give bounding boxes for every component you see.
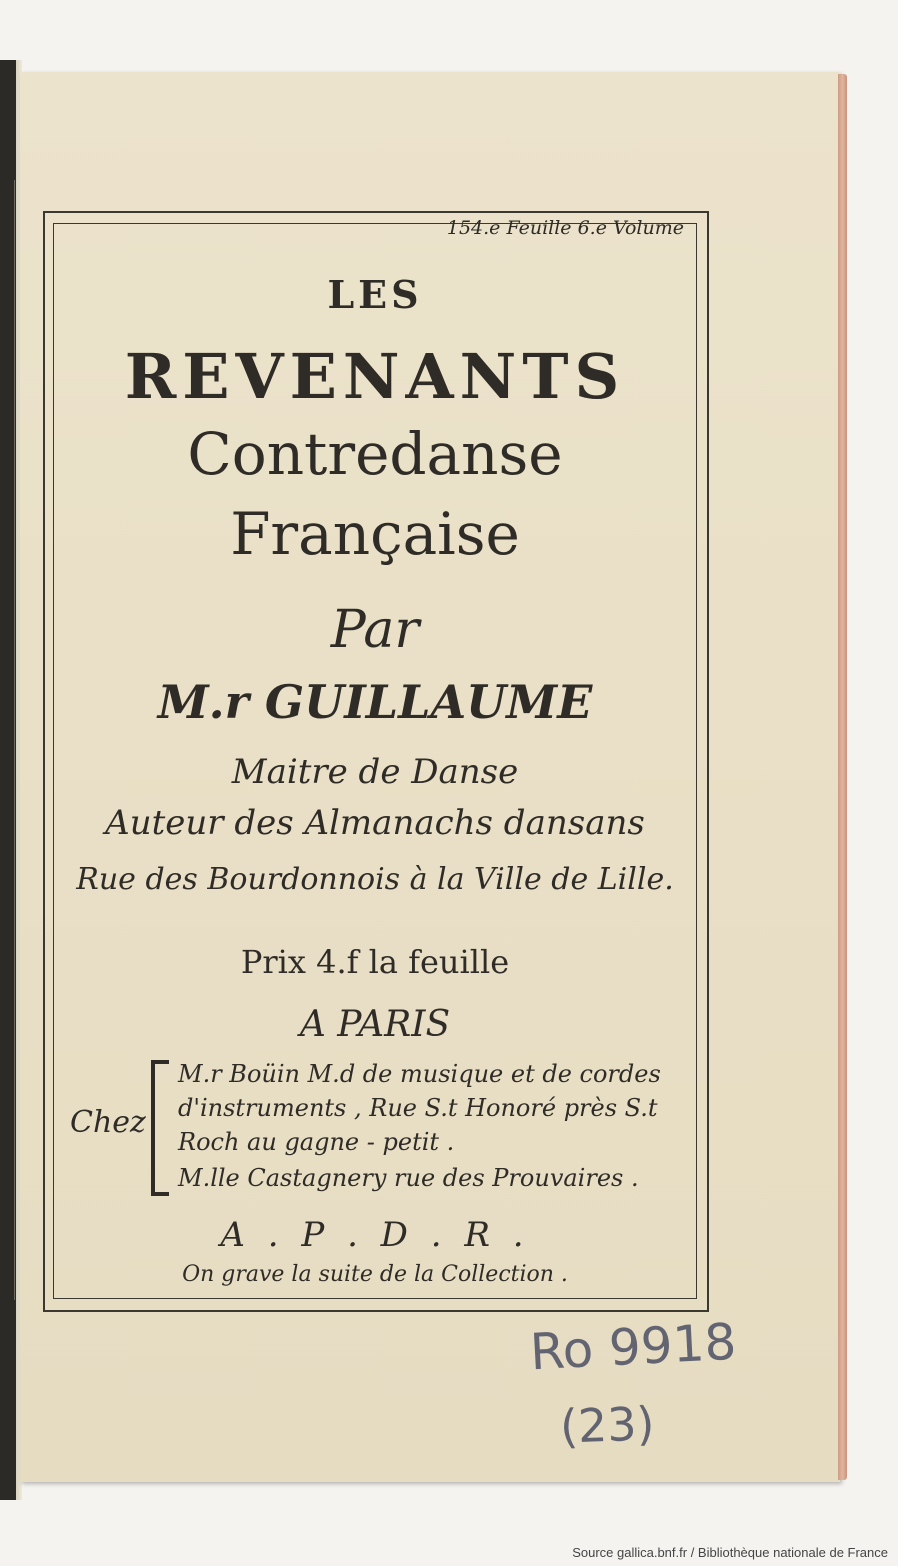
page-edge-stack [838,74,847,1480]
seller-line: M.lle Castagnery rue des Prouvaires . [178,1164,639,1192]
title-line-francaise: Française [230,500,520,568]
title-line-contredanse: Contredanse [187,420,563,488]
price: Prix 4.f la feuille [240,943,510,981]
seller-line: Roch au gagne - petit . [178,1128,455,1156]
title-line-revenants: REVENANTS [124,340,626,413]
author-address: Rue des Bourdonnois à la Ville de Lille. [76,862,674,897]
previous-page-edge [0,180,15,1300]
author-credit: Auteur des Almanachs dansans [105,803,645,843]
privilege: A . P . D . R . [220,1215,530,1255]
seller-bracket [151,1060,169,1196]
author-role: Maitre de Danse [231,752,519,792]
sheet-reference: 154.e Feuille 6.e Volume [446,217,684,239]
volume-stamp: (23) [559,1396,656,1454]
title-line-par: Par [330,600,420,660]
source-credit[interactable]: Source gallica.bnf.fr / Bibliothèque nationale de France [572,1545,888,1560]
chez-label: Chez [70,1105,146,1140]
collection-note: On grave la suite de la Collection . [182,1262,568,1287]
seller-line: M.r Boüin M.d de musique et de cordes [178,1060,661,1088]
city: A PARIS [299,1004,451,1045]
title-line-les: LES [327,272,423,317]
seller-line: d'instruments , Rue S.t Honoré près S.t [178,1094,658,1122]
shelfmark-stamp: Ro 9918 [528,1312,738,1382]
author-name: M.r GUILLAUME [157,675,593,729]
